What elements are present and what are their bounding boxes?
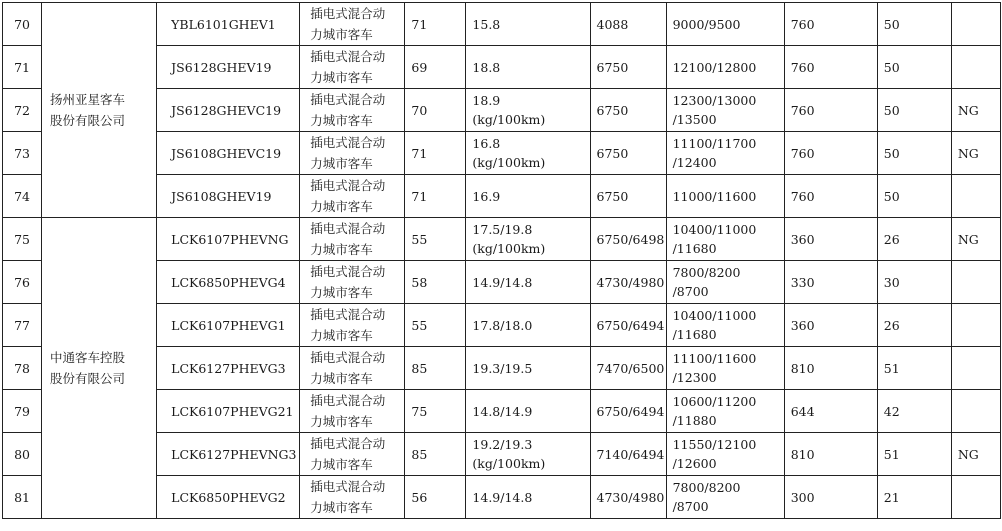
fuel-consumption-cell: 18.8 xyxy=(466,46,590,89)
note-cell xyxy=(951,304,1000,347)
value-2-cell: 7470/6500 xyxy=(590,347,666,390)
value-3-cell: 330 xyxy=(784,261,877,304)
value-4-cell: 21 xyxy=(877,476,951,519)
value-3-cell: 760 xyxy=(784,89,877,132)
value-2-cell: 6750 xyxy=(590,46,666,89)
value-1-cell: 56 xyxy=(405,476,466,519)
mass-cell: 11000/11600 xyxy=(666,175,784,218)
mass-cell: 12100/12800 xyxy=(666,46,784,89)
note-cell xyxy=(951,46,1000,89)
value-1-cell: 55 xyxy=(405,218,466,261)
vehicle-catalog-table xyxy=(2,2,1001,519)
row-number-cell: 76 xyxy=(3,261,42,304)
note-cell: NG xyxy=(951,218,1000,261)
value-3-cell: 760 xyxy=(784,3,877,46)
model-cell: LCK6127PHEVG3 xyxy=(157,347,300,390)
vehicle-type-cell: 插电式混合动 力城市客车 xyxy=(300,476,405,519)
mass-cell: 7800/8200 /8700 xyxy=(666,476,784,519)
value-1-cell: 75 xyxy=(405,390,466,433)
value-4-cell: 26 xyxy=(877,218,951,261)
value-2-cell: 4730/4980 xyxy=(590,261,666,304)
row-number-cell: 77 xyxy=(3,304,42,347)
fuel-consumption-cell: 16.8 (kg/100km) xyxy=(466,132,590,175)
value-3-cell: 300 xyxy=(784,476,877,519)
vehicle-type-cell: 插电式混合动 力城市客车 xyxy=(300,218,405,261)
mass-cell: 10600/11200 /11880 xyxy=(666,390,784,433)
note-cell xyxy=(951,347,1000,390)
value-1-cell: 55 xyxy=(405,304,466,347)
value-2-cell: 7140/6494 xyxy=(590,433,666,476)
company-cell: 扬州亚星客车 股份有限公司 xyxy=(42,3,157,218)
note-cell xyxy=(951,3,1000,46)
value-2-cell: 6750/6494 xyxy=(590,390,666,433)
vehicle-type-cell: 插电式混合动 力城市客车 xyxy=(300,347,405,390)
value-2-cell: 6750 xyxy=(590,89,666,132)
mass-cell: 10400/11000 /11680 xyxy=(666,304,784,347)
vehicle-type-cell: 插电式混合动 力城市客车 xyxy=(300,46,405,89)
vehicle-type-cell: 插电式混合动 力城市客车 xyxy=(300,132,405,175)
note-cell xyxy=(951,261,1000,304)
table-row xyxy=(3,218,1001,261)
vehicle-type-cell: 插电式混合动 力城市客车 xyxy=(300,390,405,433)
note-cell xyxy=(951,175,1000,218)
value-4-cell: 50 xyxy=(877,89,951,132)
value-4-cell: 50 xyxy=(877,3,951,46)
value-4-cell: 51 xyxy=(877,433,951,476)
fuel-consumption-cell: 15.8 xyxy=(466,3,590,46)
fuel-consumption-cell: 19.3/19.5 xyxy=(466,347,590,390)
row-number-cell: 74 xyxy=(3,175,42,218)
value-3-cell: 360 xyxy=(784,218,877,261)
row-number-cell: 72 xyxy=(3,89,42,132)
value-3-cell: 644 xyxy=(784,390,877,433)
fuel-consumption-cell: 17.8/18.0 xyxy=(466,304,590,347)
model-cell: JS6128GHEVC19 xyxy=(157,89,300,132)
value-4-cell: 26 xyxy=(877,304,951,347)
model-cell: JS6108GHEVC19 xyxy=(157,132,300,175)
value-1-cell: 69 xyxy=(405,46,466,89)
row-number-cell: 70 xyxy=(3,3,42,46)
model-cell: JS6128GHEV19 xyxy=(157,46,300,89)
value-3-cell: 760 xyxy=(784,46,877,89)
vehicle-type-cell: 插电式混合动 力城市客车 xyxy=(300,3,405,46)
row-number-cell: 81 xyxy=(3,476,42,519)
value-2-cell: 6750 xyxy=(590,132,666,175)
value-2-cell: 4730/4980 xyxy=(590,476,666,519)
fuel-consumption-cell: 16.9 xyxy=(466,175,590,218)
value-1-cell: 71 xyxy=(405,3,466,46)
mass-cell: 11100/11700 /12400 xyxy=(666,132,784,175)
table-body xyxy=(3,3,1001,519)
note-cell: NG xyxy=(951,89,1000,132)
note-cell: NG xyxy=(951,433,1000,476)
vehicle-type-cell: 插电式混合动 力城市客车 xyxy=(300,304,405,347)
company-cell: 中通客车控股 股份有限公司 xyxy=(42,218,157,519)
row-number-cell: 78 xyxy=(3,347,42,390)
value-1-cell: 71 xyxy=(405,175,466,218)
model-cell: LCK6107PHEVG1 xyxy=(157,304,300,347)
value-1-cell: 58 xyxy=(405,261,466,304)
model-cell: LCK6107PHEVG21 xyxy=(157,390,300,433)
value-2-cell: 6750/6494 xyxy=(590,304,666,347)
value-1-cell: 85 xyxy=(405,433,466,476)
mass-cell: 10400/11000 /11680 xyxy=(666,218,784,261)
value-2-cell: 4088 xyxy=(590,3,666,46)
model-cell: JS6108GHEV19 xyxy=(157,175,300,218)
fuel-consumption-cell: 19.2/19.3 (kg/100km) xyxy=(466,433,590,476)
mass-cell: 11100/11600 /12300 xyxy=(666,347,784,390)
row-number-cell: 79 xyxy=(3,390,42,433)
value-4-cell: 42 xyxy=(877,390,951,433)
fuel-consumption-cell: 14.8/14.9 xyxy=(466,390,590,433)
value-3-cell: 810 xyxy=(784,347,877,390)
table-row xyxy=(3,3,1001,46)
value-2-cell: 6750 xyxy=(590,175,666,218)
value-1-cell: 71 xyxy=(405,132,466,175)
value-3-cell: 760 xyxy=(784,132,877,175)
value-4-cell: 50 xyxy=(877,46,951,89)
note-cell xyxy=(951,390,1000,433)
mass-cell: 11550/12100 /12600 xyxy=(666,433,784,476)
value-3-cell: 360 xyxy=(784,304,877,347)
row-number-cell: 80 xyxy=(3,433,42,476)
value-4-cell: 51 xyxy=(877,347,951,390)
value-1-cell: 85 xyxy=(405,347,466,390)
row-number-cell: 75 xyxy=(3,218,42,261)
row-number-cell: 73 xyxy=(3,132,42,175)
fuel-consumption-cell: 18.9 (kg/100km) xyxy=(466,89,590,132)
vehicle-type-cell: 插电式混合动 力城市客车 xyxy=(300,433,405,476)
value-4-cell: 30 xyxy=(877,261,951,304)
model-cell: LCK6850PHEVG4 xyxy=(157,261,300,304)
note-cell: NG xyxy=(951,132,1000,175)
note-cell xyxy=(951,476,1000,519)
fuel-consumption-cell: 14.9/14.8 xyxy=(466,476,590,519)
vehicle-type-cell: 插电式混合动 力城市客车 xyxy=(300,89,405,132)
value-1-cell: 70 xyxy=(405,89,466,132)
value-3-cell: 810 xyxy=(784,433,877,476)
mass-cell: 9000/9500 xyxy=(666,3,784,46)
value-4-cell: 50 xyxy=(877,175,951,218)
model-cell: YBL6101GHEV1 xyxy=(157,3,300,46)
row-number-cell: 71 xyxy=(3,46,42,89)
mass-cell: 12300/13000 /13500 xyxy=(666,89,784,132)
fuel-consumption-cell: 17.5/19.8 (kg/100km) xyxy=(466,218,590,261)
value-4-cell: 50 xyxy=(877,132,951,175)
vehicle-type-cell: 插电式混合动 力城市客车 xyxy=(300,175,405,218)
value-2-cell: 6750/6498 xyxy=(590,218,666,261)
mass-cell: 7800/8200 /8700 xyxy=(666,261,784,304)
model-cell: LCK6107PHEVNG xyxy=(157,218,300,261)
model-cell: LCK6127PHEVNG3 xyxy=(157,433,300,476)
fuel-consumption-cell: 14.9/14.8 xyxy=(466,261,590,304)
vehicle-type-cell: 插电式混合动 力城市客车 xyxy=(300,261,405,304)
value-3-cell: 760 xyxy=(784,175,877,218)
model-cell: LCK6850PHEVG2 xyxy=(157,476,300,519)
